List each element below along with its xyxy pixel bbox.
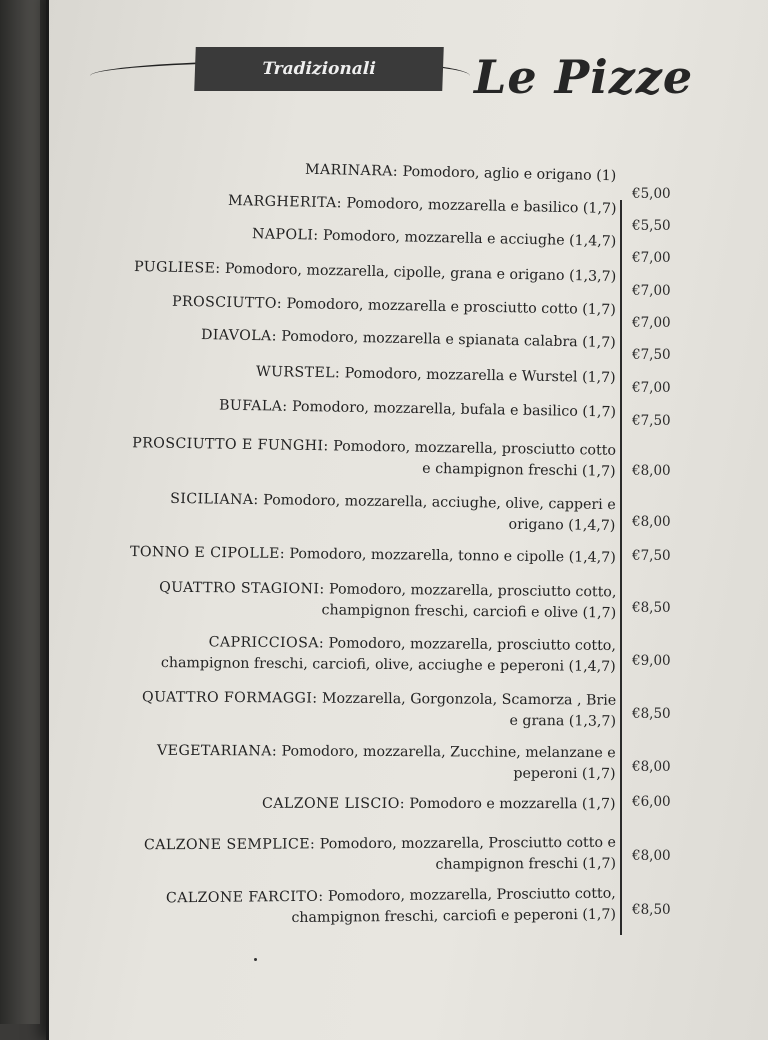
pizza-price: €8,00	[632, 514, 671, 530]
menu-item	[157, 741, 616, 785]
pizza-description: Pomodoro, mozzarella, acciughe, olive, capperi e	[259, 492, 617, 514]
menu-item	[166, 884, 616, 931]
pizza-description: Pomodoro e mozzarella (1,7)	[405, 795, 617, 813]
pizza-price: €7,50	[632, 548, 671, 564]
menu-item	[142, 687, 616, 732]
pizza-price: €7,00	[632, 315, 671, 331]
pizza-name: DIAVOLA:	[201, 327, 278, 345]
pizza-description: Pomodoro, mozzarella, Prosciutto cotto e	[315, 834, 616, 853]
pizza-price: €9,00	[632, 653, 671, 669]
pizza-price: €7,50	[632, 413, 671, 429]
pizza-name: CALZONE FARCITO:	[165, 888, 324, 907]
pizza-name: TONNO E CIPOLLE:	[130, 544, 286, 562]
pizza-name: CAPRICCIOSA:	[208, 634, 325, 652]
pizza-description: Pomodoro, mozzarella e acciughe (1,4,7)	[318, 227, 617, 250]
pizza-price: €6,00	[632, 794, 671, 810]
pizza-name: CALZONE LISCIO:	[262, 795, 406, 812]
pizza-description: Mozzarella, Gorgonzola, Scamorza , Brie	[317, 690, 617, 709]
pizza-name: SICILIANA:	[170, 490, 260, 509]
pizza-description-line2: e grana (1,3,7)	[509, 712, 616, 730]
paper-speck	[254, 958, 257, 961]
pizza-name: QUATTRO FORMAGGI:	[141, 689, 318, 707]
pizza-description-line2: origano (1,4,7)	[508, 516, 616, 535]
pizza-name: PROSCIUTTO E FUNGHI:	[132, 435, 329, 455]
pizza-name: WURSTEL:	[256, 363, 341, 382]
pizza-price: €5,00	[632, 186, 671, 202]
pizza-name: BUFALA:	[218, 397, 288, 415]
pizza-price: €8,50	[632, 706, 671, 722]
pizza-price: €8,50	[632, 902, 671, 918]
pizza-price: €8,00	[632, 759, 671, 775]
pizza-description: Pomodoro, mozzarella e basilico (1,7)	[341, 195, 617, 218]
pizza-price: €7,00	[632, 250, 671, 266]
pizza-price: €5,50	[632, 218, 671, 234]
pizza-price: €8,00	[632, 848, 671, 864]
page-title: Le Pizze	[474, 50, 694, 104]
pizza-name: NAPOLI:	[251, 226, 319, 244]
banner-label: Tradizionali	[261, 59, 377, 79]
pizza-description-line2: e champignon freschi (1,7)	[422, 460, 616, 480]
pizza-price: €7,50	[632, 347, 671, 363]
pizza-description: Pomodoro, mozzarella, Zucchine, melanzane e	[277, 743, 617, 762]
pizza-name: PUGLIESE:	[133, 258, 221, 277]
pizza-description: Pomodoro, mozzarella e Wurstel (1,7)	[340, 365, 617, 387]
pizza-name: VEGETARIANA:	[157, 742, 278, 760]
pizza-description-line2: champignon freschi, carciofi e olive (1,7)	[321, 602, 616, 622]
pizza-description: Pomodoro, mozzarella, prosciutto cotto,	[324, 581, 617, 601]
pizza-name: PROSCIUTTO:	[172, 293, 283, 312]
pizza-description: Pomodoro, mozzarella, prosciutto cotto	[328, 438, 617, 459]
pizza-name: MARGHERITA:	[227, 192, 342, 212]
pizza-description-line2: champignon freschi, carciofi, olive, acciughe e peperoni (1,4,7)	[161, 655, 616, 675]
section-banner	[194, 47, 444, 91]
pizza-description-line2: peperoni (1,7)	[513, 765, 616, 783]
menu-item	[161, 632, 616, 678]
pizza-description: Pomodoro, mozzarella, Prosciutto cotto,	[323, 885, 616, 905]
pizza-price: €8,50	[632, 600, 671, 616]
pizza-name: QUATTRO STAGIONI:	[158, 579, 325, 598]
menu-item	[144, 833, 616, 877]
pizza-name: MARINARA:	[304, 161, 398, 180]
pizza-description-line2: champignon freschi, carciofi e peperoni (1,7)	[291, 906, 617, 927]
pizza-price: €7,00	[632, 283, 671, 299]
pizza-price: €7,00	[632, 380, 671, 396]
menu-item	[159, 578, 617, 625]
menu-item	[262, 794, 616, 816]
binder-edge	[0, 0, 40, 1024]
pizza-description: Pomodoro, mozzarella, cipolle, grana e origano (1,3,7)	[220, 260, 617, 286]
price-column-rule	[620, 200, 622, 935]
pizza-description: Pomodoro, aglio e origano (1)	[397, 163, 617, 185]
pizza-name: CALZONE SEMPLICE:	[143, 836, 316, 854]
pizza-description-line2: champignon freschi (1,7)	[435, 855, 617, 873]
pizza-description: Pomodoro, mozzarella, bufala e basilico (1,7)	[287, 398, 617, 421]
pizza-description: Pomodoro, mozzarella, prosciutto cotto,	[324, 635, 617, 654]
pizza-description: Pomodoro, mozzarella e prosciutto cotto (1,7)	[282, 295, 617, 319]
pizza-price: €8,00	[632, 463, 671, 479]
menu-item	[132, 433, 616, 483]
pizza-description: Pomodoro, mozzarella e spianata calabra (1,7)	[276, 328, 617, 351]
pizza-description: Pomodoro, mozzarella, tonno e cipolle (1,4,7)	[285, 545, 617, 566]
menu-item	[170, 489, 616, 537]
